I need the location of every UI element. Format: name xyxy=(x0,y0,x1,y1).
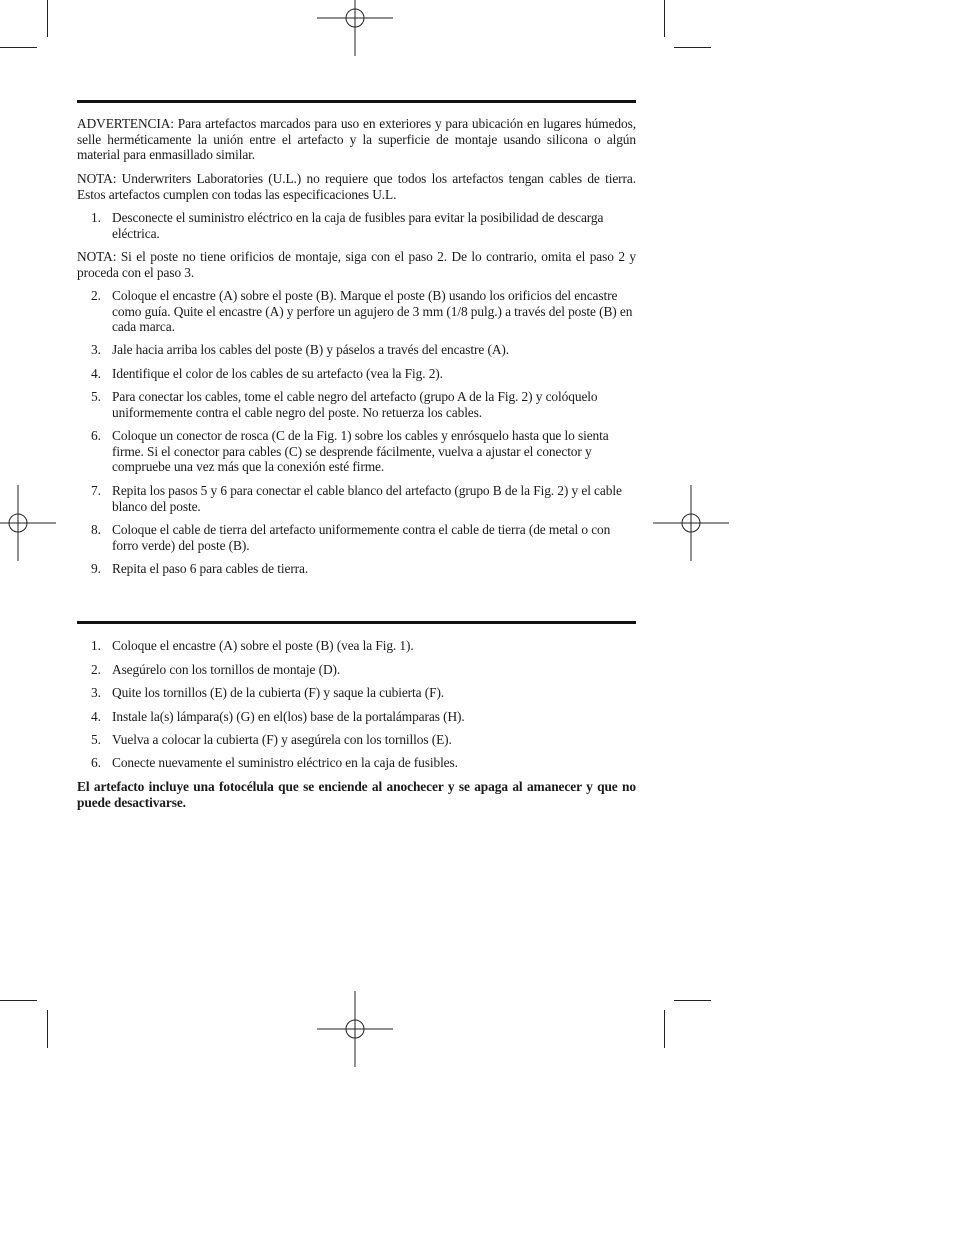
install-step-2 xyxy=(77,288,636,335)
assembly-step-4 xyxy=(77,709,636,725)
step-text: Repita el paso 6 para cables de tierra. xyxy=(112,561,309,576)
step-number: 1. xyxy=(91,210,101,225)
crop-mark-bottom-right-horizontal xyxy=(674,1000,711,1001)
assembly-step-6 xyxy=(77,755,636,771)
registration-mark-top-icon xyxy=(317,0,393,56)
step-text: Instale la(s) lámpara(s) (G) en el(los) base de la portalámparas (H). xyxy=(112,709,465,724)
assembly-step-2 xyxy=(77,662,636,678)
crop-mark-bottom-left-vertical xyxy=(47,1010,48,1048)
crop-mark-top-right-horizontal xyxy=(674,47,711,48)
crop-mark-bottom-right-vertical xyxy=(664,1010,665,1048)
step-text: Asegúrelo con los tornillos de montaje (D). xyxy=(112,662,341,677)
registration-mark-right-icon xyxy=(653,485,729,561)
step-text: Coloque el encastre (A) sobre el poste (B) (vea la Fig. 1). xyxy=(112,638,414,653)
step-text: Coloque un conector de rosca (C de la Fig. 1) sobre los cables y enrósquelo hasta que lo sienta firme. Si el conector para cables (C) se desprende fácilmente, vuelva a ajustar el conector y compruebe una vez más que la conexión esté firme. xyxy=(112,428,609,474)
step-text: Desconecte el suministro eléctrico en la caja de fusibles para evitar la posibilidad de descarga eléctrica. xyxy=(112,210,604,241)
section-1-rule xyxy=(77,100,636,103)
assembly-step-3 xyxy=(77,685,636,701)
assembly-step-1 xyxy=(77,638,636,654)
step-number: 6. xyxy=(91,755,101,770)
step-number: 3. xyxy=(91,685,101,700)
step-number: 7. xyxy=(91,483,101,498)
step-text: Quite los tornillos (E) de la cubierta (F) y saque la cubierta (F). xyxy=(112,685,445,700)
registration-mark-left-icon xyxy=(0,485,56,561)
warning-paragraph: ADVERTENCIA: Para artefactos marcados para uso en exteriores y para ubicación en lugares húmedos, selle herméticamente la unión entre el artefacto y la superficie de montaje usando silicona o algún material para enmasillado similar. xyxy=(77,116,636,162)
step-number: 1. xyxy=(91,638,101,653)
install-step-3 xyxy=(77,342,636,358)
crop-mark-bottom-left-horizontal xyxy=(0,1000,37,1001)
step-number: 6. xyxy=(91,428,101,443)
step-number: 2. xyxy=(91,288,101,303)
step-number: 8. xyxy=(91,522,101,537)
install-step-1 xyxy=(77,210,636,241)
assembly-step-5 xyxy=(77,732,636,748)
install-step-5 xyxy=(77,389,636,420)
step-number: 4. xyxy=(91,709,101,724)
crop-mark-top-left-vertical xyxy=(47,0,48,37)
ul-note-paragraph: NOTA: Underwriters Laboratories (U.L.) no requiere que todos los artefactos tengan cables de tierra. Estos artefactos cumplen con todas las especificaciones U.L. xyxy=(77,171,636,202)
post-note-paragraph: NOTA: Si el poste no tiene orificios de montaje, siga con el paso 2. De lo contrario, omita el paso 2 y proceda con el paso 3. xyxy=(77,249,636,280)
install-step-8 xyxy=(77,522,636,553)
step-text: Vuelva a colocar la cubierta (F) y asegúrela con los tornillos (E). xyxy=(112,732,452,747)
install-step-4 xyxy=(77,366,636,382)
step-text: Conecte nuevamente el suministro eléctrico en la caja de fusibles. xyxy=(112,755,458,770)
step-text: Para conectar los cables, tome el cable negro del artefacto (grupo A de la Fig. 2) y colóquelo uniformemente contra el cable negro del poste. No retuerza los cables. xyxy=(112,389,598,420)
crop-mark-top-right-vertical xyxy=(664,0,665,37)
install-step-6 xyxy=(77,428,636,475)
step-text: Jale hacia arriba los cables del poste (B) y páselos a través del encastre (A). xyxy=(112,342,509,357)
crop-mark-top-left-horizontal xyxy=(0,47,37,48)
step-text: Coloque el cable de tierra del artefacto uniformemente contra el cable de tierra (de metal o con forro verde) del poste (B). xyxy=(112,522,611,553)
step-number: 5. xyxy=(91,389,101,404)
step-number: 2. xyxy=(91,662,101,677)
step-text: Identifique el color de los cables de su artefacto (vea la Fig. 2). xyxy=(112,366,443,381)
install-step-7 xyxy=(77,483,636,514)
step-text: Coloque el encastre (A) sobre el poste (B). Marque el poste (B) usando los orificios del encastre como guía. Quite el encastre (A) y perfore un agujero de 3 mm (1/8 pulg.) a través del poste (B) en cada marca. xyxy=(112,288,633,334)
step-text: Repita los pasos 5 y 6 para conectar el cable blanco del artefacto (grupo B de la Fig. 2) y el cable blanco del poste. xyxy=(112,483,622,514)
section-2-rule xyxy=(77,621,636,624)
install-step-9 xyxy=(77,561,636,577)
step-number: 5. xyxy=(91,732,101,747)
step-number: 4. xyxy=(91,366,101,381)
step-number: 3. xyxy=(91,342,101,357)
registration-mark-bottom-icon xyxy=(317,991,393,1067)
photocell-note: El artefacto incluye una fotocélula que se enciende al anochecer y se apaga al amanecer y que no puede desactivarse. xyxy=(77,779,636,810)
step-number: 9. xyxy=(91,561,101,576)
